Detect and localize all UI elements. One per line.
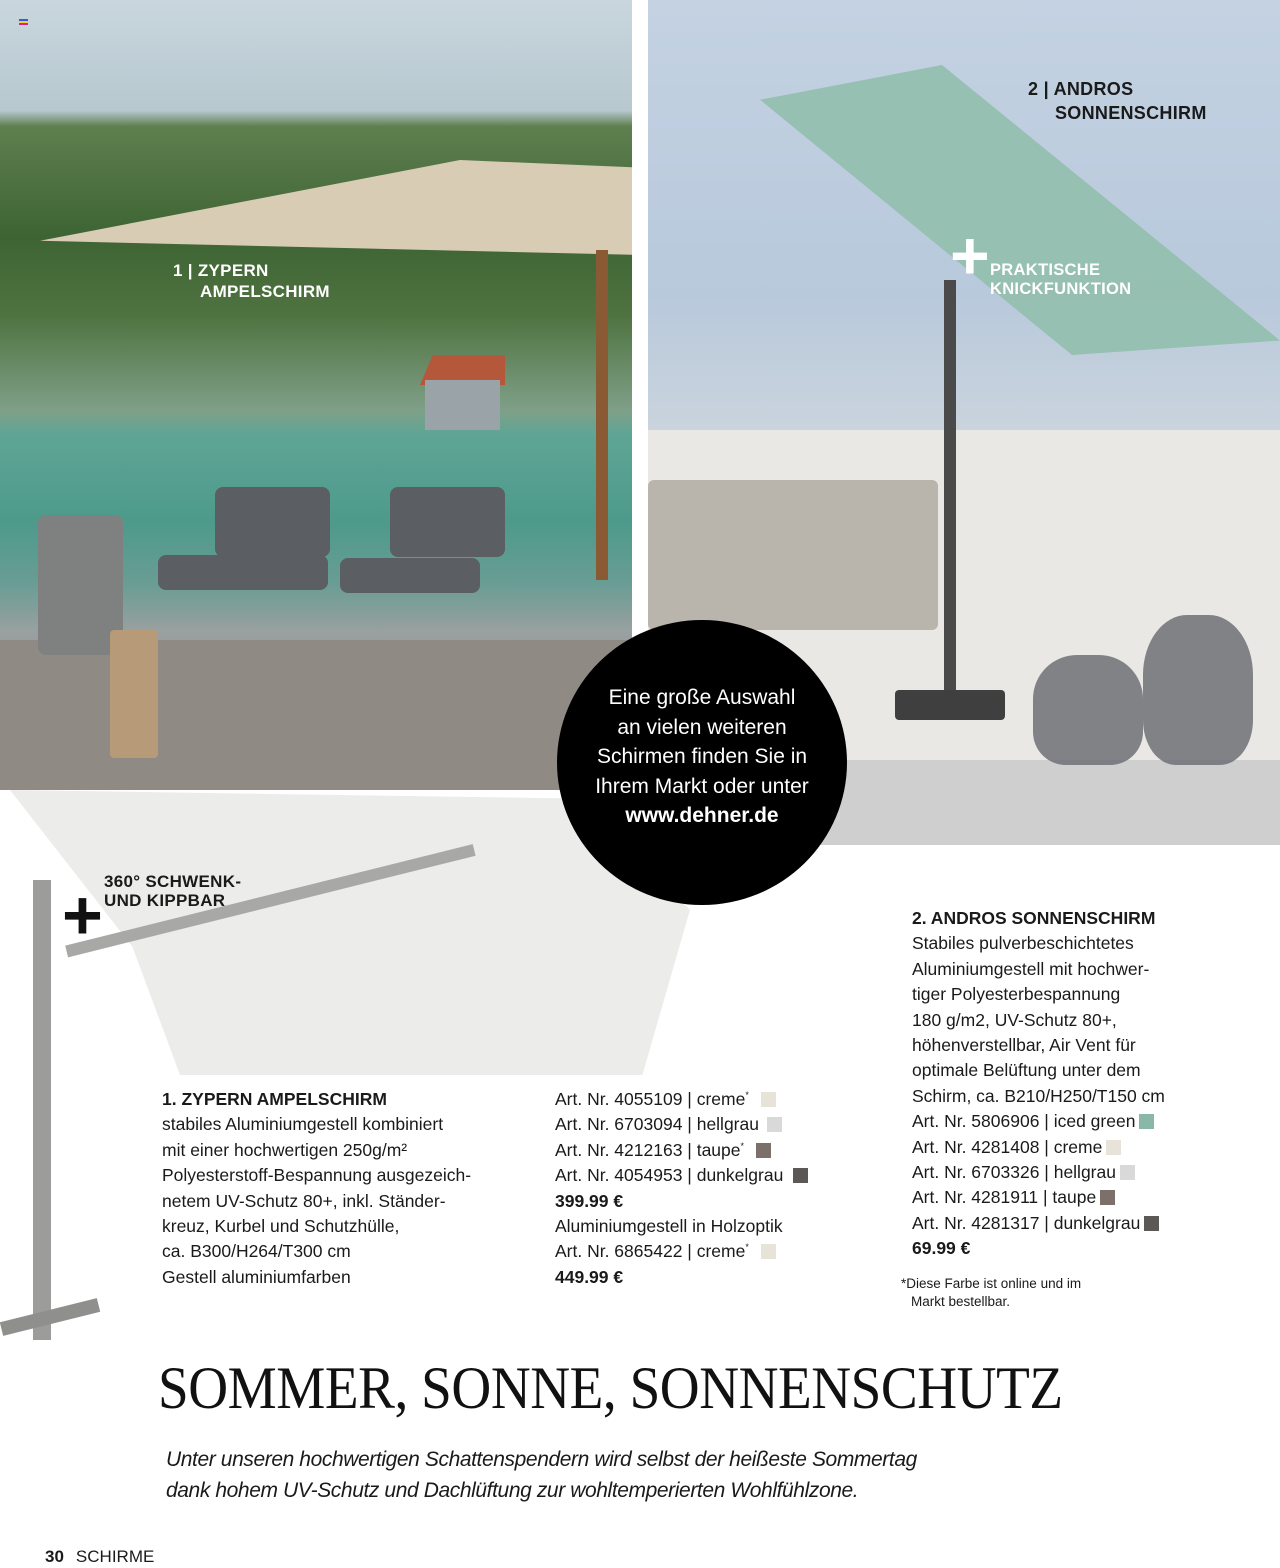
color-swatch-creme: [1106, 1140, 1121, 1155]
product1-alt-price: 449.99 €: [555, 1266, 624, 1287]
variant-row: Art. Nr. 4281408 | creme: [912, 1135, 1165, 1160]
beige-umbrella-canopy: [40, 160, 632, 255]
variant-row: Art. Nr. 6703326 | hellgrau: [912, 1160, 1165, 1185]
umbrella-pole: [596, 250, 608, 580]
color-swatch-taupe: [756, 1143, 771, 1158]
product2-title: 2. ANDROS SONNENSCHIRM: [912, 908, 1156, 928]
product2-price: 69.99 €: [912, 1238, 971, 1259]
lounge-chair-seat: [340, 558, 480, 593]
feature-schwenkbar: 360° SCHWENK- UND KIPPBAR: [104, 872, 242, 910]
product2-description: 2. ANDROS SONNENSCHIRM Stabiles pulverbeschichtetes Aluminiumgestell mit hochwer- tiger Polyesterbespannung 180 g/m2, UV-Schutz 80+, höhenverstellbar, Air Vent für optimale Belüftung unter dem Schirm, ca. B210/H250/T150 cm Art. Nr. 5806906 | iced green Art. Nr. 4281408 | creme Art. Nr. 6703326 | hellgrau Art. Nr. 4281911 | taupe Art. Nr. 4281317 | dunkelgrau 69.99 €: [912, 906, 1165, 1262]
product-label-2: 2 | ANDROS SONNENSCHIRM: [1028, 79, 1207, 123]
umbrella-base: [895, 690, 1005, 720]
page-number: 30: [45, 1547, 64, 1566]
variant-row: Art. Nr. 5806906 | iced green: [912, 1109, 1165, 1134]
language-flag-icon: [19, 19, 28, 25]
color-swatch-dunkelgrau: [1144, 1216, 1159, 1231]
section-name: SCHIRME: [75, 1547, 155, 1566]
color-swatch-hellgrau: [767, 1117, 782, 1132]
lantern: [1143, 615, 1253, 765]
boathouse: [425, 380, 500, 430]
plus-icon: +: [62, 876, 103, 954]
availability-footnote: *Diese Farbe ist online und im Markt bestellbar.: [901, 1276, 1082, 1309]
page-subline: Unter unseren hochwertigen Schattenspendern wird selbst der heißeste Sommertag dank hohem UV-Schutz und Dachlüftung zur wohltemperierten Wohlfühlzone.: [166, 1448, 917, 1502]
color-swatch-creme: [761, 1244, 776, 1259]
variant-row: Art. Nr. 6865422 | creme*: [555, 1239, 808, 1264]
wooden-deck: [0, 640, 632, 790]
photo-lake-terrace: [0, 0, 632, 790]
color-swatch-hellgrau: [1120, 1165, 1135, 1180]
dehner-website-link[interactable]: www.dehner.de: [625, 804, 779, 827]
product1-variants: Art. Nr. 4055109 | creme* Art. Nr. 6703094 | hellgrau Art. Nr. 4212163 | taupe* Art. Nr. 4054953 | dunkelgrau 399.99 € Aluminiumgestell in Holzoptik Art. Nr. 6865422 | creme* 449.99 €: [555, 1087, 808, 1290]
color-swatch-taupe: [1100, 1190, 1115, 1205]
page-headline: SOMMER, SONNE, SONNENSCHUTZ: [158, 1355, 1063, 1421]
color-swatch-dunkelgrau: [793, 1168, 808, 1183]
mooring-post: [110, 630, 158, 758]
color-swatch-creme: [761, 1092, 776, 1107]
lounge-chair-seat: [158, 555, 328, 590]
product1-description: 1. ZYPERN AMPELSCHIRM stabiles Aluminiumgestell kombiniert mit einer hochwertigen 250g/m² Polyesterstoff-Bespannung ausgezeich- netem UV-Schutz 80+, inkl. Ständer- kreuz, Kurbel und Schutzhülle, ca. B300/H264/T300 cm Gestell aluminiumfarben: [162, 1089, 472, 1287]
variant-row: Art. Nr. 4212163 | taupe*: [555, 1138, 808, 1163]
color-swatch-iced-green: [1139, 1114, 1154, 1129]
page-footer: [45, 1546, 154, 1568]
promo-circle: Eine große Auswahl an vielen weiteren Schirmen finden Sie in Ihrem Markt oder unter www.dehner.de: [557, 620, 847, 905]
variant-row: Art. Nr. 4055109 | creme*: [555, 1087, 808, 1112]
umbrella-pole: [944, 280, 956, 700]
variant-row: Art. Nr. 6703094 | hellgrau: [555, 1112, 808, 1137]
product-label-1: 1 | ZYPERN AMPELSCHIRM: [173, 261, 330, 301]
variant-row: Art. Nr. 4281911 | taupe: [912, 1185, 1165, 1210]
product1-price: 399.99 €: [555, 1190, 624, 1211]
lantern: [1033, 655, 1143, 765]
variant-row: Art. Nr. 4054953 | dunkelgrau: [555, 1163, 808, 1188]
variant-row: Art. Nr. 4281317 | dunkelgrau: [912, 1211, 1165, 1236]
lounge-chair-back: [215, 487, 330, 557]
lounge-sofa: [648, 480, 938, 630]
feature-knickfunktion: PRAKTISCHE KNICKFUNKTION: [990, 261, 1132, 298]
product1-title: 1. ZYPERN AMPELSCHIRM: [162, 1089, 387, 1109]
lounge-chair-back: [390, 487, 505, 557]
plus-icon: +: [950, 218, 990, 294]
zypern-umbrella-pole: [33, 880, 51, 1340]
